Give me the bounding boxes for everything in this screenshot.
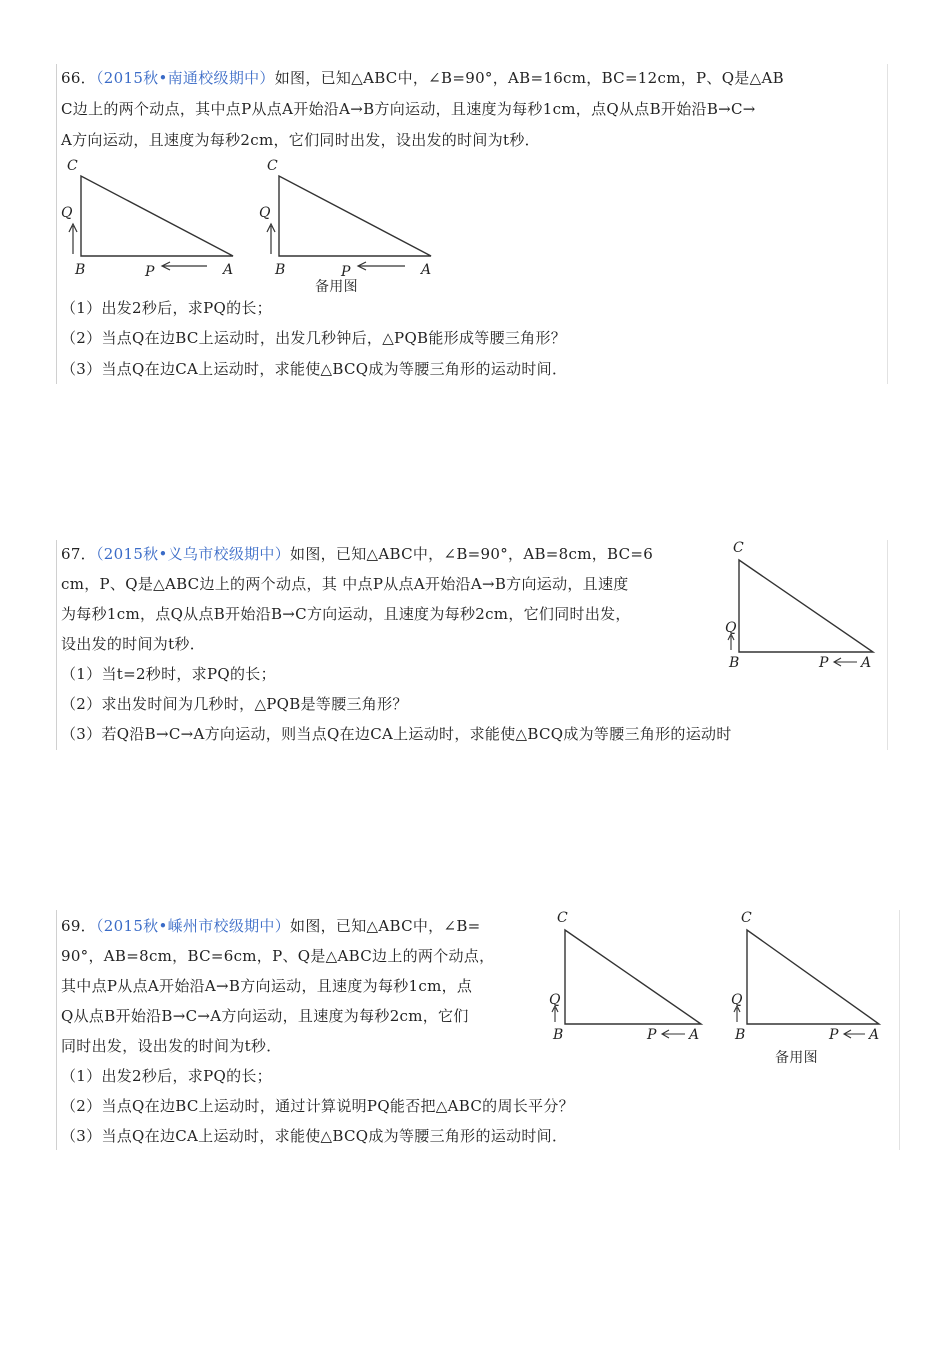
- svg-text:A: A: [421, 262, 432, 278]
- svg-text:Q: Q: [725, 620, 737, 636]
- svg-text:C: C: [267, 158, 278, 174]
- svg-text:A: A: [869, 1027, 880, 1043]
- question-2: （2）当点Q在边BC上运动时，出发几秒钟后，△PQB能形成等腰三角形？: [61, 329, 567, 347]
- question-2: （2）当点Q在边BC上运动时，通过计算说明PQ能否把△ABC的周长平分？: [61, 1097, 574, 1115]
- problem-67-line-3: 为每秒1cm，点Q从点B开始沿B→C方向运动，且速度为每秒2cm，它们同时出发，: [61, 605, 631, 623]
- svg-text:B: B: [275, 262, 286, 278]
- problem-69: [56, 910, 900, 1150]
- svg-text:A: A: [223, 262, 234, 278]
- problem-69-line-4: Q从点B开始沿B→C→A方向运动，且速度为每秒2cm，它们: [61, 1007, 469, 1025]
- svg-text:C: C: [733, 540, 744, 556]
- question-3: （3）若Q沿B→C→A方向运动，则当点Q在边CA上运动时，求能使△BCQ成为等腰三角形的运动时: [61, 725, 732, 743]
- svg-text:Q: Q: [259, 205, 271, 221]
- problem-source: （2015秋•南通校级期中）: [96, 69, 275, 87]
- figure-caption: 备用图: [775, 1050, 818, 1066]
- problem-69-line-2: 90°，AB=8cm，BC=6cm，P、Q是△ABC边上的两个动点，: [61, 947, 495, 965]
- problem-67-line-4: 设出发的时间为t秒．: [61, 635, 206, 653]
- problem-66: [56, 64, 888, 384]
- question-3: （3）当点Q在边CA上运动时，求能使△BCQ成为等腰三角形的运动时间．: [61, 1127, 568, 1145]
- svg-text:P: P: [829, 1027, 839, 1043]
- problem-67: [56, 540, 888, 750]
- problem-69-line-5: 同时出发，设出发的时间为t秒．: [61, 1037, 282, 1055]
- problem-67-line-1: 67．（2015秋•义乌市校级期中）如图，已知△ABC中，∠B=90°，AB=8cm，BC=6: [61, 545, 654, 563]
- svg-text:B: B: [735, 1027, 746, 1043]
- svg-text:P: P: [145, 264, 155, 280]
- problem-66-line-1: 66．（2015秋•南通校级期中）如图，已知△ABC中，∠B=90°，AB=16cm，BC=12cm，P、Q是△AB: [61, 69, 784, 87]
- problem-69-line-3: 其中点P从点A开始沿A→B方向运动，且速度为每秒1cm，点: [61, 977, 473, 995]
- figure-caption: 备用图: [315, 279, 358, 295]
- question-2: （2）求出发时间为几秒时，△PQB是等腰三角形？: [61, 695, 408, 713]
- question-1: （1）当t=2秒时，求PQ的长；: [61, 665, 276, 683]
- svg-text:Q: Q: [731, 992, 743, 1008]
- triangle-figure-69-spare: [731, 910, 901, 1045]
- question-1: （1）出发2秒后，求PQ的长；: [61, 299, 272, 317]
- svg-text:P: P: [341, 264, 351, 280]
- problem-source: （2015秋•嵊州市校级期中）: [96, 917, 291, 935]
- svg-text:C: C: [557, 910, 568, 926]
- triangle-figure-66-spare: [255, 154, 445, 284]
- svg-text:Q: Q: [61, 205, 73, 221]
- svg-text:B: B: [729, 655, 740, 671]
- problem-number: 69．: [61, 917, 96, 935]
- triangle-figure-66-main: [57, 154, 247, 284]
- problem-69-line-1: 69．（2015秋•嵊州市校级期中）如图，已知△ABC中，∠B=: [61, 917, 481, 935]
- svg-text:P: P: [647, 1027, 657, 1043]
- svg-text:B: B: [553, 1027, 564, 1043]
- question-1: （1）出发2秒后，求PQ的长；: [61, 1067, 272, 1085]
- problem-number: 66．: [61, 69, 96, 87]
- triangle-figure-69-main: [549, 910, 719, 1045]
- svg-text:A: A: [861, 655, 872, 671]
- problem-source: （2015秋•义乌市校级期中）: [96, 545, 291, 563]
- question-3: （3）当点Q在边CA上运动时，求能使△BCQ成为等腰三角形的运动时间．: [61, 360, 568, 378]
- svg-text:C: C: [67, 158, 78, 174]
- triangle-figure-67: [725, 540, 885, 675]
- svg-text:A: A: [689, 1027, 700, 1043]
- svg-text:C: C: [741, 910, 752, 926]
- svg-text:Q: Q: [549, 992, 561, 1008]
- svg-text:P: P: [819, 655, 829, 671]
- problem-67-line-2: cm，P、Q是△ABC边上的两个动点，其 中点P从点A开始沿A→B方向运动，且速度: [61, 575, 629, 593]
- problem-66-line-3: A方向运动，且速度为每秒2cm，它们同时出发，设出发的时间为t秒．: [61, 131, 540, 149]
- problem-number: 67．: [61, 545, 96, 563]
- svg-text:B: B: [75, 262, 86, 278]
- problem-66-line-2: C边上的两个动点，其中点P从点A开始沿A→B方向运动，且速度为每秒1cm，点Q从点B开始沿B→C→: [61, 100, 756, 118]
